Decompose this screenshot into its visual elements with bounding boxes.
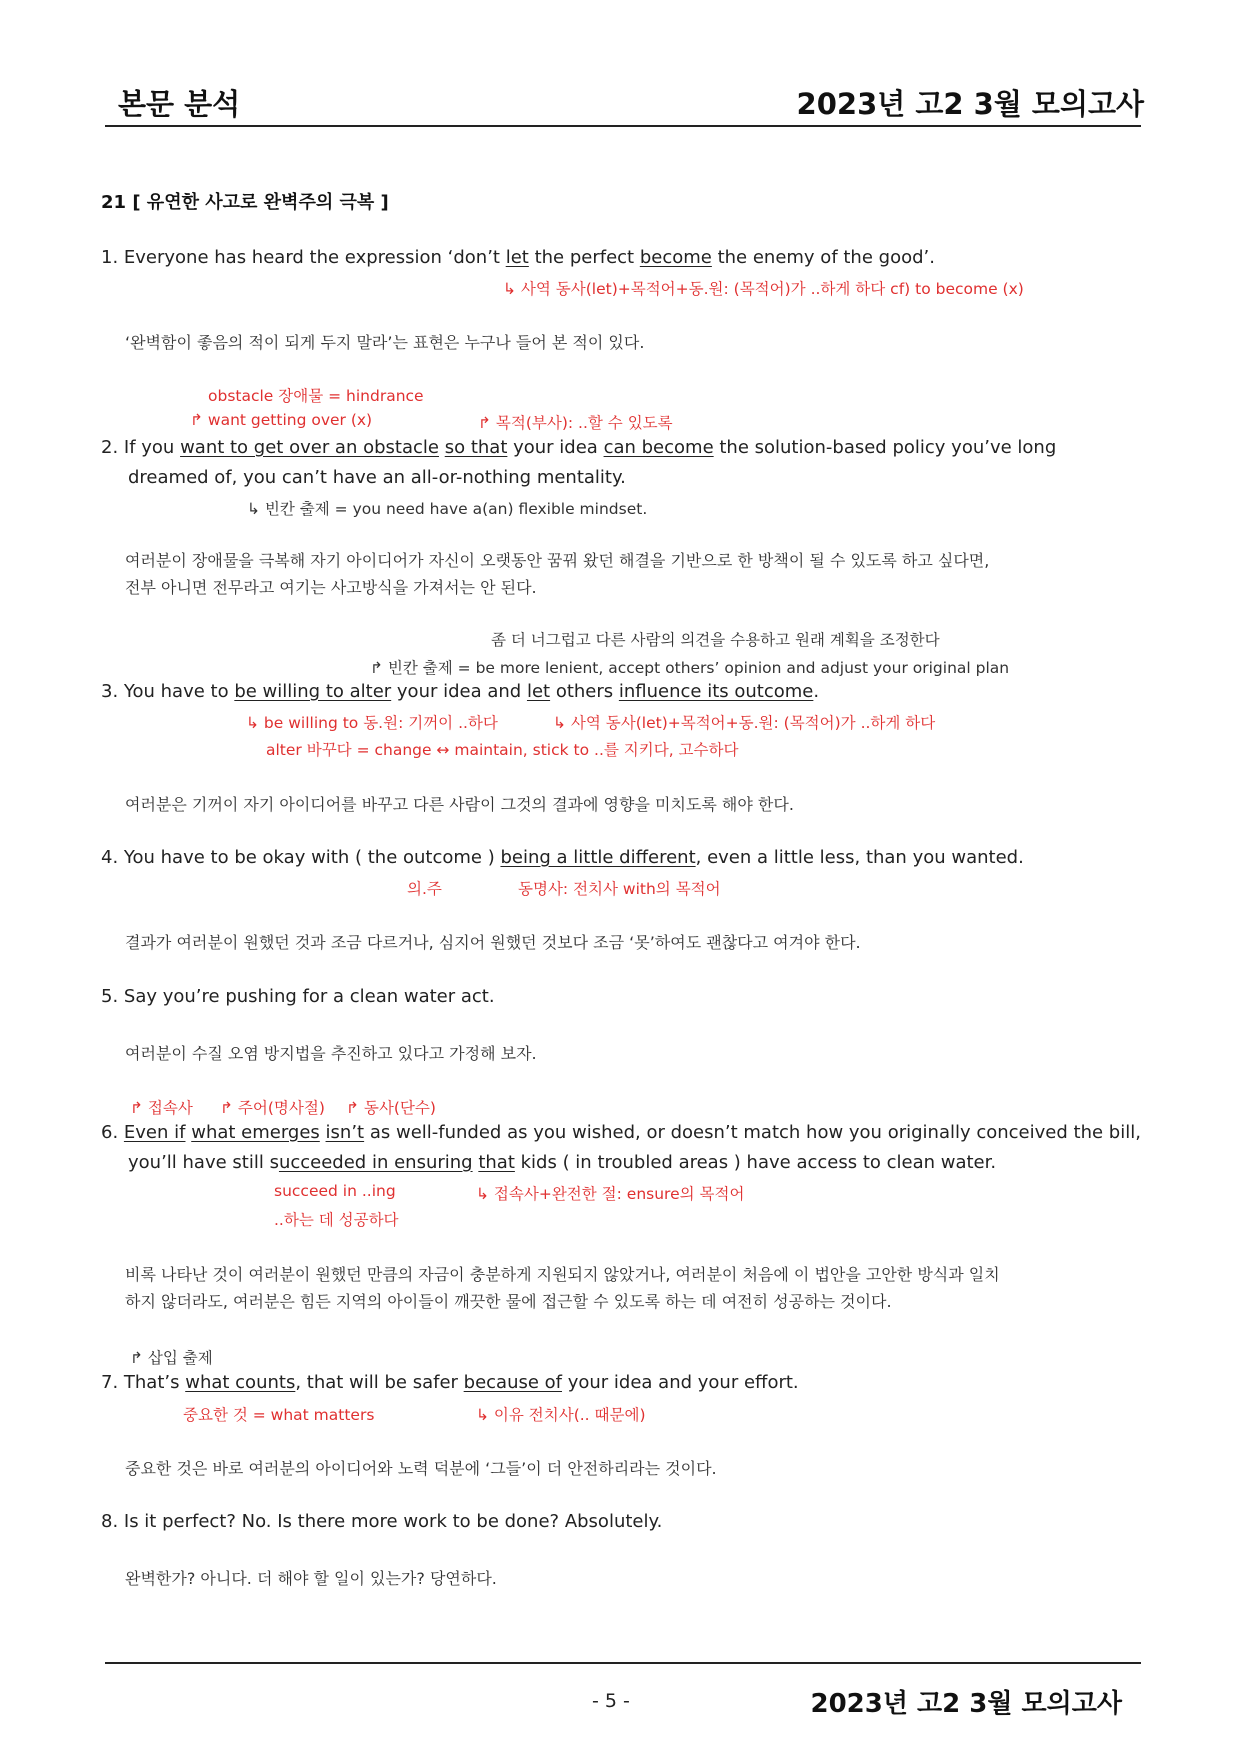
footer-exam-title: 2023년 고2 3월 모의고사 [810,1689,1122,1719]
note-3-meaning: 좀 더 너그럽고 다른 사람의 의견을 수용하고 원래 계획을 조정한다 [491,631,940,649]
translation-2-line-1: 여러분이 장애물을 극복해 자기 아이디어가 자신이 오랫동안 꿈꿔 왔던 해결을 기반으로 한 방책이 될 수 있도록 하고 싶다면, [125,551,990,570]
sentence-1: 1. Everyone has heard the expression ‘don’t let the perfect become the enemy of the good’. [101,247,935,268]
note-2-purpose: ↱ 목적(부사): ..할 수 있도록 [478,414,673,432]
note-4-gerund: 동명사: 전치사 with의 목적어 [518,880,721,898]
sentence-4: 4. You have to be okay with ( the outcome ) being a little different, even a little less, than you wanted. [101,847,1024,868]
sentence-8: 8. Is it perfect? No. Is there more work to be done? Absolutely. [101,1511,663,1532]
note-3-willing: ↳ be willing to 동.원: 기꺼이 ..하다 [246,714,498,732]
note-3-causative: ↳ 사역 동사(let)+목적어+동.원: (목적어)가 ..하게 하다 [553,714,936,732]
header-exam-title: 2023년 고2 3월 모의고사 [796,87,1144,121]
translation-2-line-2: 전부 아니면 전무라고 여기는 사고방식을 가져서는 안 된다. [125,578,537,597]
sentence-2: 2. If you want to get over an obstacle so that your idea can become the solution-based policy you’ve long [101,437,1057,458]
note-6-conjunction: ↱ 접속사 [130,1099,193,1117]
sentence-6: 6. Even if what emerges isn’t as well-funded as you wished, or doesn’t match how you originally conceived the bill, [101,1122,1141,1143]
note-6-verb: ↱ 동사(단수) [346,1099,436,1117]
note-7-insertion: ↱ 삽입 출제 [130,1349,213,1367]
note-7-because-of: ↳ 이유 전치사(.. 때문에) [476,1406,646,1424]
translation-5: 여러분이 수질 오염 방지법을 추진하고 있다고 가정해 보자. [125,1044,537,1063]
section-title: 21 [ 유연한 사고로 완벽주의 극복 ] [101,192,389,213]
note-3-blank: ↱ 빈칸 출제 = be more lenient, accept others’ opinion and adjust your original plan [370,659,1010,677]
header-title: 본문 분석 [118,87,241,121]
translation-6-line-1: 비록 나타난 것이 여러분이 원했던 만큼의 자금이 충분하게 지원되지 않았거나, 여러분이 처음에 이 법안을 고안한 방식과 일치 [125,1265,1000,1284]
note-6-succeed: succeed in ..ing [274,1182,396,1200]
translation-3: 여러분은 기꺼이 자기 아이디어를 바꾸고 다른 사람이 그것의 결과에 영향을 미치도록 해야 한다. [125,795,794,814]
note-2-obstacle: obstacle 장애물 = hindrance [208,387,424,405]
translation-8: 완벽한가? 아니다. 더 해야 할 일이 있는가? 당연하다. [125,1569,497,1588]
sentence-7: 7. That’s what counts, that will be safer because of your idea and your effort. [101,1372,799,1393]
note-2-blank: ↳ 빈칸 출제 = you need have a(an) flexible mindset. [247,500,648,518]
translation-1: ‘완벽함이 좋음의 적이 되게 두지 말라’는 표현은 누구나 들어 본 적이 있다. [125,333,645,352]
sentence-3: 3. You have to be willing to alter your idea and let others influence its outcome. [101,681,820,702]
note-4-subject: 의.주 [407,880,442,898]
translation-7: 중요한 것은 바로 여러분의 아이디어와 노력 덕분에 ‘그들’이 더 안전하리라는 것이다. [125,1459,717,1478]
note-6-succeed-meaning: ..하는 데 성공하다 [274,1211,399,1229]
footer-divider [105,1662,1141,1664]
sentence-2-line-2: dreamed of, you can’t have an all-or-nothing mentality. [128,467,626,488]
note-3-alter: alter 바꾸다 = change ↔ maintain, stick to ..를 지키다, 고수하다 [266,741,739,759]
translation-4: 결과가 여러분이 원했던 것과 조금 다르거나, 심지어 원했던 것보다 조금 ‘못’하여도 괜찮다고 여겨야 한다. [125,933,861,952]
translation-6-line-2: 하지 않더라도, 여러분은 힘든 지역의 아이들이 깨끗한 물에 접근할 수 있도록 하는 데 여전히 성공하는 것이다. [125,1292,892,1311]
note-6-subject: ↱ 주어(명사절) [220,1099,325,1117]
note-2-want: ↱ want getting over (x) [190,411,373,429]
note-7-what-counts: 중요한 것 = what matters [183,1406,375,1424]
note-1: ↳ 사역 동사(let)+목적어+동.원: (목적어)가 ..하게 하다 cf) to become (x) [503,280,1024,298]
header-divider [105,125,1141,127]
sentence-6-line-2: you’ll have still succeeded in ensuring that kids ( in troubled areas ) have access to clean water. [128,1152,997,1173]
sentence-5: 5. Say you’re pushing for a clean water act. [101,986,495,1007]
page-number: - 5 - [592,1690,630,1712]
note-6-that-clause: ↳ 접속사+완전한 절: ensure의 목적어 [476,1185,745,1203]
